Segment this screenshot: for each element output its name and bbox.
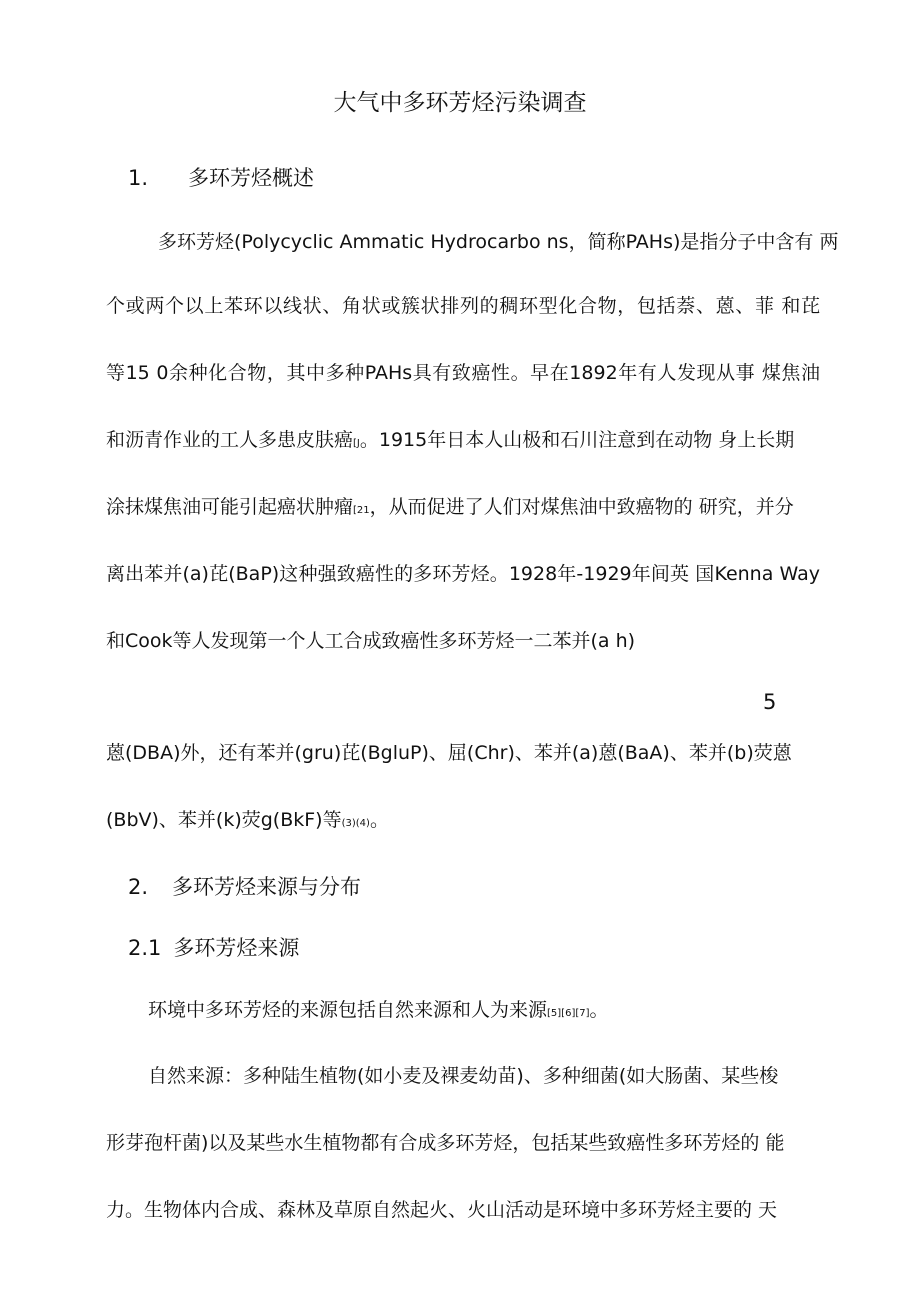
paragraph-line: 蒽(DBA)外，还有苯并(gru)芘(BgluP)、屈(Chr)、苯并(a)蒽(BaA)、苯并(b)荧蒽: [106, 742, 792, 764]
paragraph-line: 环境中多环芳烃的来源包括自然来源和人为来源[5][6][7]。: [148, 999, 609, 1021]
section-title: 多环芳烃概述: [188, 166, 315, 190]
paragraph-line: 力。生物体内合成、森林及草原自然起火、火山活动是环境中多环芳烃主要的 天: [106, 1199, 778, 1221]
section-number: 2.: [128, 875, 149, 899]
page-title: 大气中多环芳烃污染调查: [333, 90, 587, 116]
paragraph-line: (BbV)、苯并(k)荧g(BkF)等(3)(4)。: [106, 809, 389, 831]
paragraph-line: 和Cook等人发现第一个人工合成致癌性多环芳烃一二苯并(a h): [106, 630, 636, 652]
paragraph-line: 离出苯并(a)芘(BaP)这种强致癌性的多环芳烃。1928年-1929年间英 国Kenna Way: [106, 563, 820, 585]
paragraph-line: 自然来源：多种陆生植物(如小麦及裸麦幼苗)、多种细菌(如大肠菌、某些梭: [148, 1065, 779, 1087]
paragraph-line: 涂抹煤焦油可能引起癌状肿瘤[21，从而促进了人们对煤焦油中致癌物的 研究，并分: [106, 496, 794, 518]
section-title: 多环芳烃来源: [173, 936, 300, 960]
citation: [J: [353, 438, 360, 449]
paragraph-line: 等15 0余种化合物，其中多种PAHs具有致癌性。早在1892年有人发现从事 煤焦油: [106, 362, 820, 384]
paragraph-line: 形芽孢杆菌)以及某些水生植物都有合成多环芳烃，包括某些致癌性多环芳烃的 能: [106, 1132, 785, 1154]
section-number: 1.: [128, 166, 149, 190]
section-1-heading: [128, 165, 314, 191]
paragraph-line: 个或两个以上苯环以线状、角状或簇状排列的稠环型化合物，包括萘、蒽、菲 和芘: [106, 295, 820, 317]
citation: (3)(4): [341, 818, 370, 829]
citation: [5][6][7]: [547, 1008, 590, 1019]
section-2-1-heading: [128, 935, 299, 961]
section-title: 多环芳烃来源与分布: [172, 875, 362, 899]
section-2-heading: [128, 874, 361, 900]
footnote-number: 5: [763, 690, 777, 714]
citation: [21: [353, 505, 370, 516]
section-number: 2.1: [128, 936, 162, 960]
paragraph-line: 多环芳烃(Polycyclic Ammatic Hydrocarbo ns，简称PAHs)是指分子中含有 两: [158, 231, 839, 253]
paragraph-line: 和沥青作业的工人多患皮肤癌[J。1915年日本人山极和石川注意到在动物 身上长期: [106, 429, 795, 451]
